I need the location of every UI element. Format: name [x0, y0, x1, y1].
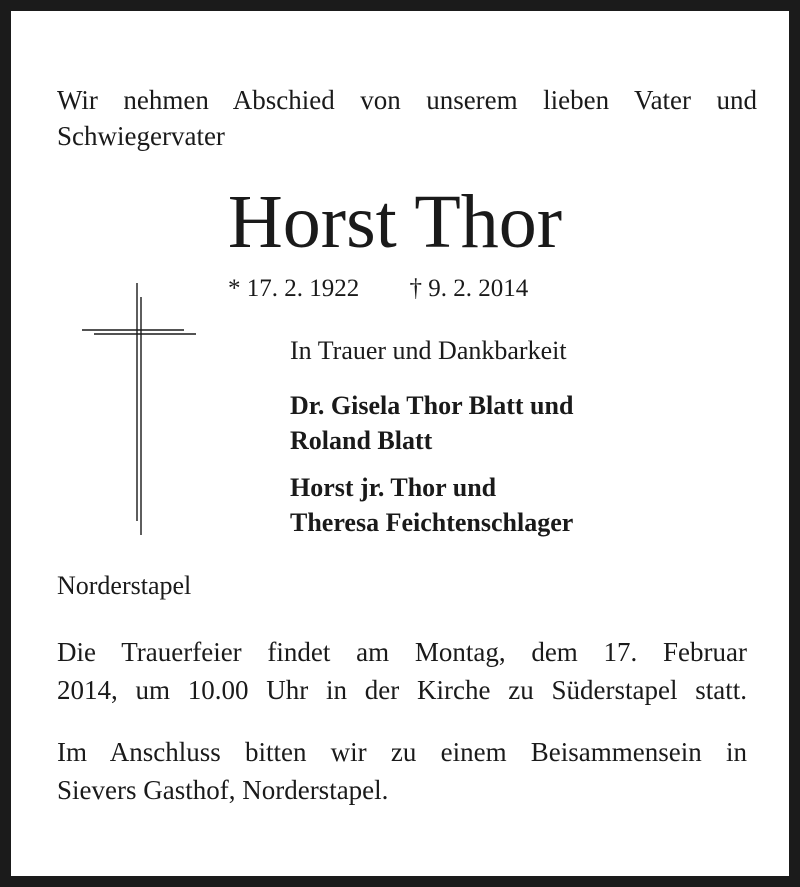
cross-icon	[82, 283, 196, 535]
place-name: Norderstapel	[57, 571, 192, 600]
family-group-1	[290, 388, 573, 458]
deceased-name: Horst Thor	[227, 180, 563, 264]
life-dates	[228, 274, 528, 304]
family-group-2	[290, 470, 573, 540]
gathering-line-1: Im Anschluss bitten wir zu einem Beisammensein in	[57, 737, 747, 767]
mourning-line: In Trauer und Dankbarkeit	[290, 336, 567, 365]
intro-line-2: Schwiegervater	[57, 121, 225, 151]
service-line-2: 2014, um 10.00 Uhr in der Kirche zu Süderstapel statt.	[57, 675, 747, 705]
intro-line-1: Wir nehmen Abschied von unserem lieben Vater und	[57, 85, 757, 115]
family-2-line-2: Theresa Feichtenschlager	[290, 508, 574, 537]
gathering-paragraph	[57, 733, 747, 809]
service-line-1: Die Trauerfeier findet am Montag, dem 17. Februar	[57, 637, 747, 667]
birth-date: * 17. 2. 1922	[228, 275, 360, 302]
family-1-line-1: Dr. Gisela Thor Blatt und	[290, 391, 574, 420]
family-2-line-1: Horst jr. Thor und	[290, 473, 497, 502]
intro-text	[57, 82, 757, 154]
family-1-line-2: Roland Blatt	[290, 426, 433, 455]
gathering-line-2: Sievers Gasthof, Norderstapel.	[57, 775, 389, 805]
death-date: † 9. 2. 2014	[409, 275, 529, 302]
service-paragraph	[57, 633, 747, 709]
